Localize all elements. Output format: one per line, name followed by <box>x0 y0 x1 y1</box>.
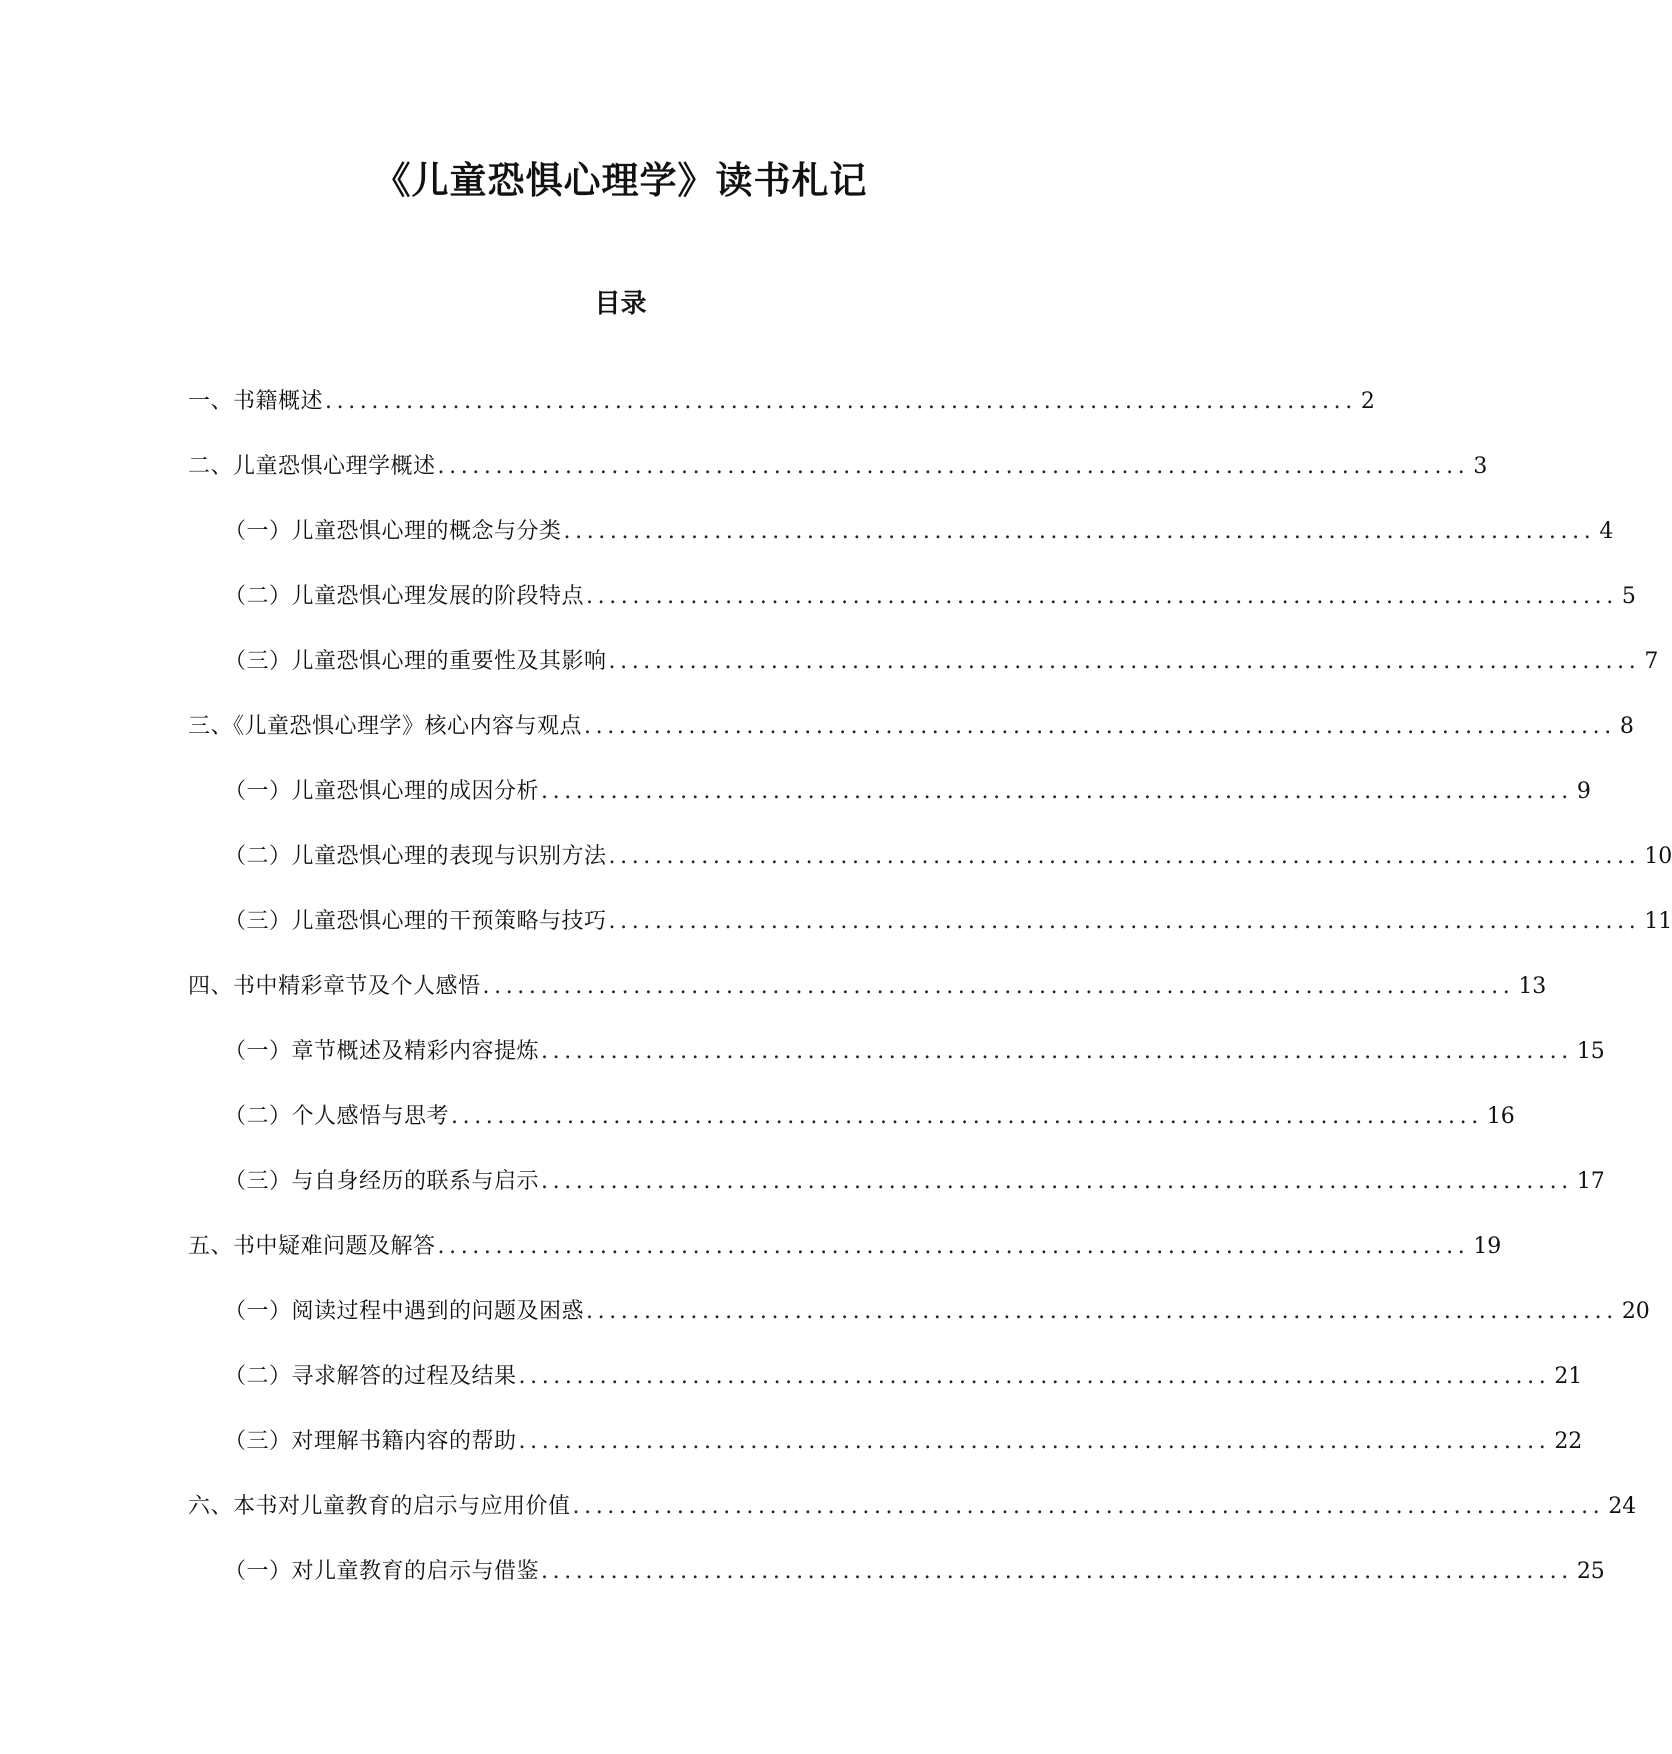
toc-entry-page: 20 <box>1621 1299 1650 1324</box>
toc-entry[interactable] <box>224 774 1591 839</box>
toc-heading: 目录 <box>594 289 647 319</box>
toc-entry[interactable] <box>188 449 1488 514</box>
toc-entry-label: 六、本书对儿童教育的启示与应用价值 <box>188 1494 571 1519</box>
dot-leader: ......................................................................................... <box>563 519 1596 544</box>
toc-entry-label: （一）章节概述及精彩内容提炼 <box>224 1039 540 1064</box>
dot-leader: ......................................................................................... <box>451 1104 1483 1129</box>
toc-entry-page: 4 <box>1599 519 1614 544</box>
toc-entry[interactable] <box>224 579 1636 644</box>
toc-entry-label: 一、书籍概述 <box>188 389 324 414</box>
document-title: 《儿童恐惧心理学》读书札记 <box>373 159 868 202</box>
toc-entry-label: （一）对儿童教育的启示与借鉴 <box>224 1559 540 1584</box>
dot-leader: ......................................................................................... <box>584 714 1616 739</box>
toc-entry[interactable] <box>224 904 1672 969</box>
toc-entry[interactable] <box>224 1424 1583 1489</box>
toc-entry[interactable] <box>188 709 1634 774</box>
dot-leader: ......................................................................................... <box>541 1559 1573 1584</box>
dot-leader: ......................................................................................... <box>608 844 1641 869</box>
dot-leader: ......................................................................................... <box>586 584 1618 609</box>
toc-entry[interactable] <box>188 1229 1502 1294</box>
dot-leader: ......................................................................................... <box>541 779 1573 804</box>
dot-leader: ......................................................................................... <box>518 1429 1551 1454</box>
toc-entry-label: （一）阅读过程中遇到的问题及困惑 <box>224 1299 585 1324</box>
toc-entry-page: 10 <box>1644 844 1672 869</box>
dot-leader: ......................................................................................... <box>608 649 1641 674</box>
dot-leader: ......................................................................................... <box>437 1234 1470 1259</box>
toc-entry-label: 五、书中疑难问题及解答 <box>188 1234 436 1259</box>
toc-entry-page: 5 <box>1621 584 1636 609</box>
toc-entry-page: 22 <box>1554 1429 1583 1454</box>
toc-entry-page: 3 <box>1473 454 1488 479</box>
toc-entry[interactable] <box>224 1099 1515 1164</box>
toc-entry-page: 8 <box>1619 714 1634 739</box>
toc-entry-page: 9 <box>1576 779 1591 804</box>
toc-entry-label: 四、书中精彩章节及个人感悟 <box>188 974 481 999</box>
toc-entry[interactable] <box>224 1359 1583 1424</box>
toc-entry-page: 19 <box>1473 1234 1502 1259</box>
toc-entry-label: （三）儿童恐惧心理的重要性及其影响 <box>224 649 607 674</box>
toc-entry-label: 二、儿童恐惧心理学概述 <box>188 454 436 479</box>
toc-entry[interactable] <box>188 1489 1637 1554</box>
toc-entry-page: 15 <box>1576 1039 1605 1064</box>
toc-entry[interactable] <box>224 644 1659 709</box>
toc-entry-label: （二）儿童恐惧心理发展的阶段特点 <box>224 584 585 609</box>
dot-leader: ......................................................................................... <box>541 1039 1573 1064</box>
toc-entry-label: （二）寻求解答的过程及结果 <box>224 1364 517 1389</box>
dot-leader: ......................................................................................... <box>482 974 1515 999</box>
toc-entry-label: （一）儿童恐惧心理的概念与分类 <box>224 519 562 544</box>
dot-leader: ......................................................................................... <box>608 909 1641 934</box>
toc-entry[interactable] <box>188 969 1547 1034</box>
toc-entry-label: （二）个人感悟与思考 <box>224 1104 450 1129</box>
toc-entry-label: 三、《儿童恐惧心理学》核心内容与观点 <box>188 714 583 739</box>
toc-entry-label: （三）对理解书籍内容的帮助 <box>224 1429 517 1454</box>
toc-entry[interactable] <box>224 1294 1650 1359</box>
toc-entry[interactable] <box>224 839 1672 904</box>
dot-leader: ......................................................................................... <box>325 389 1357 414</box>
toc-entry[interactable] <box>224 1164 1605 1229</box>
dot-leader: ......................................................................................... <box>437 454 1470 479</box>
dot-leader: ......................................................................................... <box>541 1169 1573 1194</box>
toc-entry-label: （一）儿童恐惧心理的成因分析 <box>224 779 540 804</box>
toc-entry-page: 17 <box>1576 1169 1605 1194</box>
toc-entry-label: （二）儿童恐惧心理的表现与识别方法 <box>224 844 607 869</box>
toc-entry-page: 25 <box>1576 1559 1605 1584</box>
toc-entry-page: 2 <box>1360 389 1375 414</box>
toc-entry[interactable] <box>224 1034 1605 1099</box>
toc-entry-page: 11 <box>1644 909 1672 934</box>
toc-entry-page: 21 <box>1554 1364 1583 1389</box>
toc-entry-label: （三）儿童恐惧心理的干预策略与技巧 <box>224 909 607 934</box>
toc-entry[interactable] <box>224 514 1614 579</box>
toc-entry[interactable] <box>224 1554 1605 1619</box>
dot-leader: ......................................................................................... <box>572 1494 1605 1519</box>
toc-entry-page: 13 <box>1518 974 1547 999</box>
dot-leader: ......................................................................................... <box>518 1364 1551 1389</box>
toc-entry-page: 7 <box>1644 649 1659 674</box>
table-of-contents <box>0 384 1672 1619</box>
toc-entry-page: 24 <box>1608 1494 1637 1519</box>
toc-entry[interactable] <box>188 384 1375 449</box>
dot-leader: ......................................................................................... <box>586 1299 1618 1324</box>
toc-entry-label: （三）与自身经历的联系与启示 <box>224 1169 540 1194</box>
toc-entry-page: 16 <box>1486 1104 1515 1129</box>
